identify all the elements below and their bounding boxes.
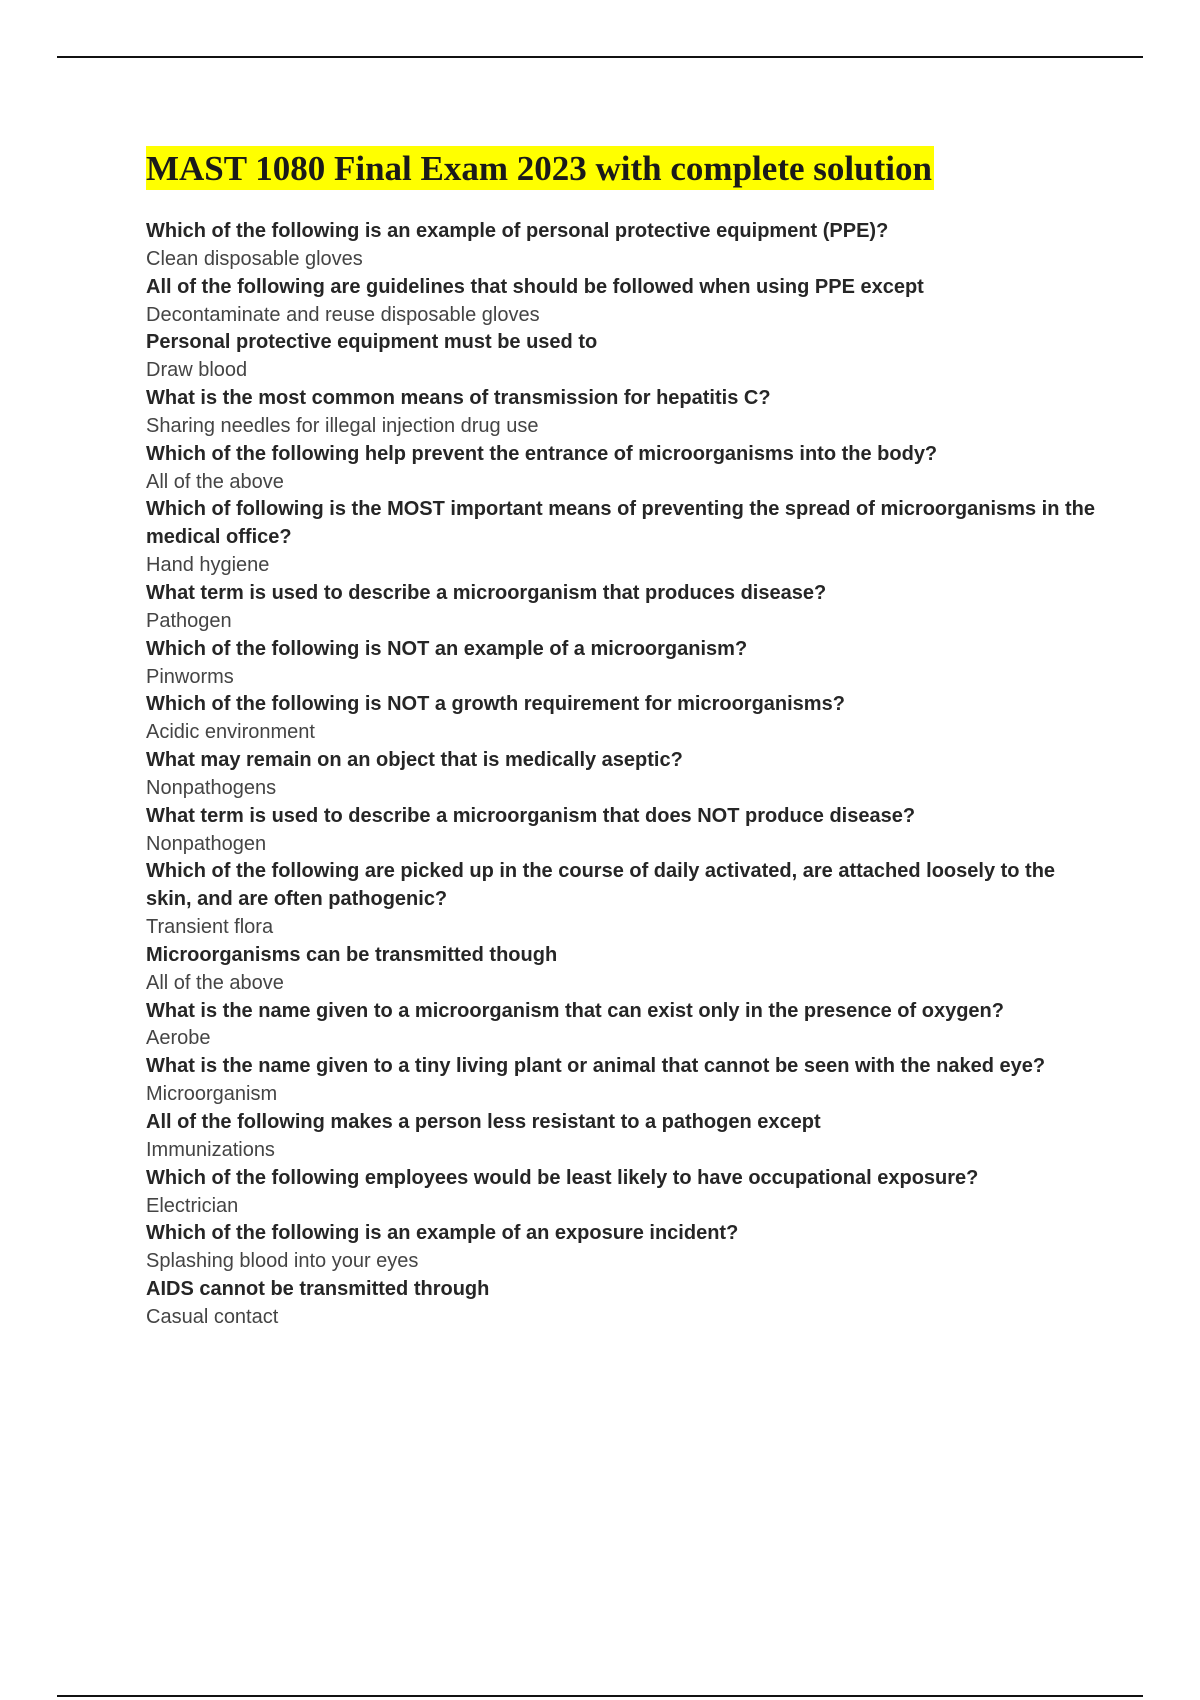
- question-text: Which of the following are picked up in the course of daily activated, are attached loosely to the skin, and are often pathogenic?: [146, 860, 1056, 911]
- answer-text: Decontaminate and reuse disposable gloves: [146, 303, 540, 326]
- answer-text: Draw blood: [146, 359, 248, 382]
- question-text: All of the following are guidelines that should be followed when using PPE except: [146, 275, 924, 298]
- question-text: Which of the following is NOT a growth requirement for microorganisms?: [146, 693, 845, 716]
- answer-text: Sharing needles for illegal injection drug use: [146, 414, 539, 437]
- question-text: What is the most common means of transmission for hepatitis C?: [146, 387, 771, 410]
- question-text: AIDS cannot be transmitted through: [146, 1278, 490, 1301]
- answer-text: Splashing blood into your eyes: [146, 1250, 419, 1273]
- question-text: What may remain on an object that is medically aseptic?: [146, 749, 683, 772]
- answer-text: All of the above: [146, 470, 284, 493]
- answer-text: Acidic environment: [146, 721, 315, 744]
- answer-text: Pinworms: [146, 665, 234, 688]
- question-text: Microorganisms can be transmitted though: [146, 943, 558, 966]
- answer-text: All of the above: [146, 971, 284, 994]
- question-answer-list: [146, 218, 1101, 1332]
- question-text: What term is used to describe a microorganism that does NOT produce disease?: [146, 804, 916, 827]
- answer-text: Microorganism: [146, 1083, 278, 1106]
- question-text: Personal protective equipment must be used to: [146, 331, 598, 354]
- answer-text: Aerobe: [146, 1027, 211, 1050]
- answer-text: Casual contact: [146, 1305, 279, 1328]
- answer-text: Immunizations: [146, 1138, 275, 1161]
- question-text: What term is used to describe a microorganism that produces disease?: [146, 581, 827, 604]
- question-text: What is the name given to a microorganism that can exist only in the presence of oxygen?: [146, 999, 1004, 1022]
- answer-text: Electrician: [146, 1194, 239, 1217]
- question-text: Which of following is the MOST important means of preventing the spread of microorganisms in the medical office?: [146, 498, 1095, 549]
- answer-text: Hand hygiene: [146, 554, 270, 577]
- question-text: Which of the following is an example of an exposure incident?: [146, 1222, 739, 1245]
- answer-text: Transient flora: [146, 916, 274, 939]
- footer-rule: [57, 1695, 1143, 1697]
- question-text: Which of the following employees would be least likely to have occupational exposure?: [146, 1166, 979, 1189]
- answer-text: Nonpathogens: [146, 776, 277, 799]
- document-title: MAST 1080 Final Exam 2023 with complete solution: [146, 146, 934, 190]
- question-text: Which of the following help prevent the entrance of microorganisms into the body?: [146, 442, 938, 465]
- question-text: Which of the following is an example of personal protective equipment (PPE)?: [146, 220, 889, 242]
- answer-text: Pathogen: [146, 609, 232, 632]
- question-text: All of the following makes a person less resistant to a pathogen except: [146, 1111, 821, 1133]
- question-text: What is the name given to a tiny living plant or animal that cannot be seen with the naked eye?: [146, 1055, 1046, 1078]
- header-rule: [57, 56, 1143, 58]
- answer-text: Nonpathogen: [146, 832, 267, 855]
- answer-text: Clean disposable gloves: [146, 247, 363, 270]
- question-text: Which of the following is NOT an example of a microorganism?: [146, 637, 748, 660]
